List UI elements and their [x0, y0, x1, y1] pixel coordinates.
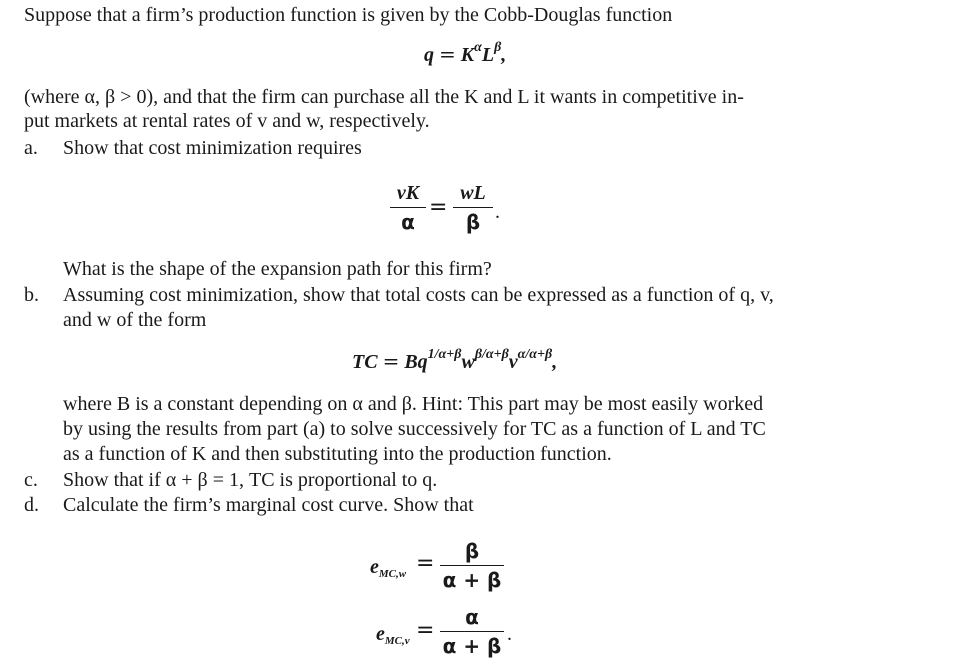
e-mc-v-equals: = [416, 618, 435, 643]
e-mc-w-bar [440, 565, 504, 566]
tc-w: w [461, 351, 475, 373]
tc-lhs: TC [352, 351, 378, 373]
part-a-den-left: α [401, 210, 415, 234]
part-c-text: Show that if α + β = 1, TC is proportional to q. [63, 469, 438, 491]
tc-tail: , [552, 351, 558, 373]
e-mc-w-equals: = [416, 551, 435, 576]
part-a-label: a. [24, 137, 38, 159]
e-mc-v-period: . [507, 623, 512, 645]
elasticity-v-lhs [376, 622, 410, 649]
part-a-equals: = [429, 195, 448, 220]
part-b-text-4: by using the results from part (a) to solve successively for TC as a function of L and TC [63, 418, 766, 440]
e-mc-v-numerator: α [465, 605, 479, 629]
part-d-text: Calculate the firm’s marginal cost curve. Show that [63, 494, 474, 516]
eq1-equals: = [439, 42, 456, 66]
part-a-den-right: β [465, 210, 481, 234]
e-mc-w-numerator: β [464, 539, 480, 563]
part-a-fraction-right [453, 180, 493, 235]
eq1-base-l: L [481, 44, 495, 66]
part-a-period: . [495, 201, 500, 223]
e-mc-w-symbol: e [370, 556, 379, 578]
total-cost-equation [352, 349, 557, 377]
intro-line-1: Suppose that a firm’s production function is given by the Cobb-Douglas function [24, 4, 673, 26]
eq1-exp-beta: β [494, 40, 502, 55]
eq1-tail: , [501, 44, 507, 66]
eq1-base-k: K [460, 44, 475, 66]
tc-exp-w: β/α+β [474, 347, 509, 362]
part-a-fraction-left [390, 180, 426, 235]
eq1-exp-alpha: α [474, 40, 482, 55]
part-a-num-left: vK [396, 182, 420, 204]
part-b-text-5: as a function of K and then substituting into the production function. [63, 443, 612, 465]
intro-line-3: put markets at rental rates of v and w, respectively. [24, 110, 430, 132]
e-mc-v-bar [440, 631, 504, 632]
intro-line-2: (where α, β > 0), and that the firm can purchase all the K and L it wants in competitive in- [24, 86, 744, 108]
e-mc-v-subscript: MC,v [384, 635, 410, 647]
part-b-label: b. [24, 284, 39, 306]
tc-equals: = [382, 349, 400, 373]
eq1-lhs: q [424, 44, 434, 66]
e-mc-w-subscript: MC,w [378, 568, 407, 580]
part-a-text: Show that cost minimization requires [63, 137, 362, 159]
e-mc-v-symbol: e [376, 623, 385, 645]
tc-v: v [508, 351, 518, 373]
part-b-text-2: and w of the form [63, 309, 207, 331]
part-a-bar-right [453, 207, 493, 208]
tc-exp-q: 1/α+β [427, 347, 462, 362]
part-b-text-3: where B is a constant depending on α and β. Hint: This part may be most easily worked [63, 393, 764, 415]
e-mc-v-fraction [440, 604, 504, 659]
part-a-question: What is the shape of the expansion path for this firm? [63, 258, 492, 280]
part-a-bar-left [390, 207, 426, 208]
e-mc-v-denominator: α + β [442, 634, 502, 658]
part-d-label: d. [24, 494, 39, 516]
cobb-douglas-equation [424, 42, 506, 70]
part-c-label: c. [24, 469, 38, 491]
part-b-text-1: Assuming cost minimization, show that total costs can be expressed as a function of q, v, [63, 284, 774, 306]
elasticity-w-lhs [370, 555, 406, 582]
tc-exp-v: α/α+β [517, 347, 553, 362]
tc-bq: Bq [404, 351, 428, 373]
e-mc-w-fraction [440, 538, 504, 593]
part-a-num-right: wL [460, 182, 486, 204]
e-mc-w-denominator: α + β [442, 568, 502, 592]
